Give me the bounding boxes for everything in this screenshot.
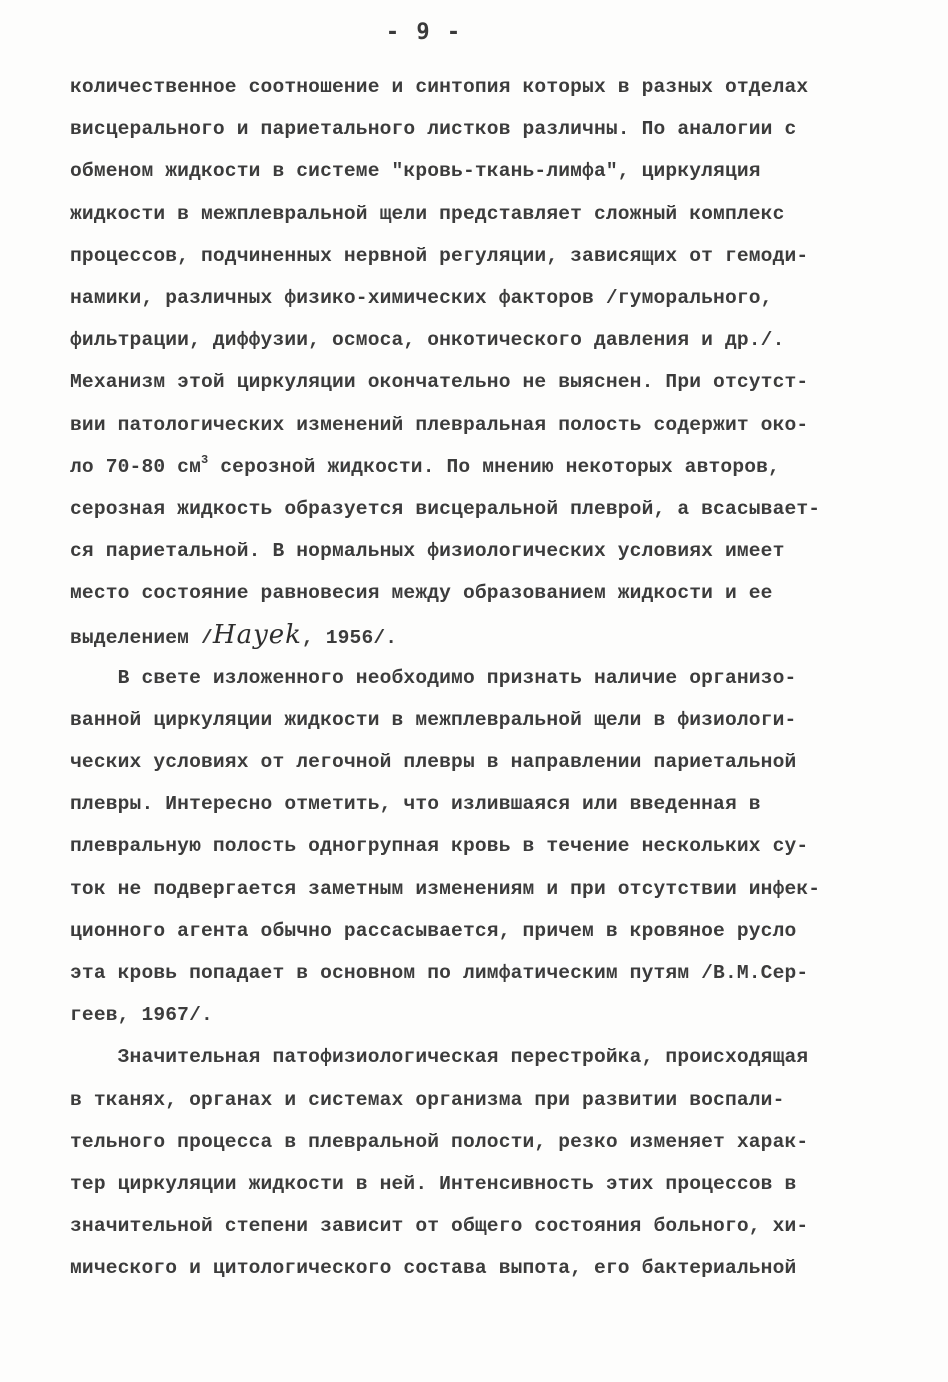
page-number: - 9 - [385,20,463,45]
text-line: ся париетальной. В нормальных физиологических условиях имеет [70,540,785,563]
text-line: жидкости в межплевральной щели представляет сложный комплекс [70,202,785,225]
text-line: обменом жидкости в системе "кровь-ткань-лимфа", циркуляция [70,160,761,183]
text-line: количественное соотношение и синтопия которых в разных отделах [70,76,809,98]
line-end: , 1956/. [301,627,398,650]
text-line: значительной степени зависит от общего состояния больного, хи- [70,1215,809,1238]
text-line: ционного агента обычно рассасывается, причем в кровяное русло [70,919,797,942]
superscript: 3 [201,452,209,467]
handwritten-author-name: Hayek [212,620,302,651]
text-line: место состояние равновесия между образованием жидкости и ее [70,582,773,605]
paragraph-first-line: Значительная патофизиологическая перестройка, происходящая [70,1046,809,1069]
paragraph-first-line: В свете изложенного необходимо признать наличие организо- [70,666,797,689]
text-line-with-superscript [70,446,890,488]
text-line: плевры. Интересно отметить, что излившаяся или введенная в [70,793,761,816]
text-line: эта кровь попадает в основном по лимфатическим путям /В.М.Сер- [70,961,809,984]
text-line: геев, 1967/. [70,1004,213,1027]
line-end: серозной жидкости. По мнению некоторых авторов, [208,455,780,478]
text-line: тельного процесса в плевральной полости, резко изменяет харак- [70,1130,809,1153]
text-line: ток не подвергается заметным изменениям и при отсутствии инфек- [70,877,821,900]
text-line: Механизм этой циркуляции окончательно не выяснен. При отсутст- [70,371,809,394]
text-line: висцерального и париетального листков различны. По аналогии с [70,118,797,141]
text-line-with-handwriting [70,614,890,656]
text-line: вии патологических изменений плевральная полость содержит око- [70,413,809,436]
text-line: мического и цитологического состава выпота, его бактериальной [70,1257,797,1280]
text-line: плевральную полость одногрупная кровь в течение нескольких су- [70,835,809,858]
text-line: фильтрации, диффузии, осмоса, онкотического давления и др./. [70,329,785,352]
text-line: намики, различных физико-химических факторов /гуморального, [70,286,773,309]
text-line: в тканях, органах и системах организма при развитии воспали- [70,1088,785,1111]
line-start: ло 70-80 см [70,455,201,478]
body-text [70,66,890,1289]
line-start: выделением / [70,627,213,650]
text-line: процессов, подчиненных нервной регуляции, зависящих от гемоди- [70,244,809,267]
text-line: ванной циркуляции жидкости в межплевральной щели в физиологи- [70,708,797,731]
text-line: серозная жидкость образуется висцеральной плеврой, а всасывает- [70,497,821,520]
text-line: тер циркуляции жидкости в ней. Интенсивность этих процессов в [70,1172,797,1195]
text-line: ческих условиях от легочной плевры в направлении париетальной [70,751,797,773]
